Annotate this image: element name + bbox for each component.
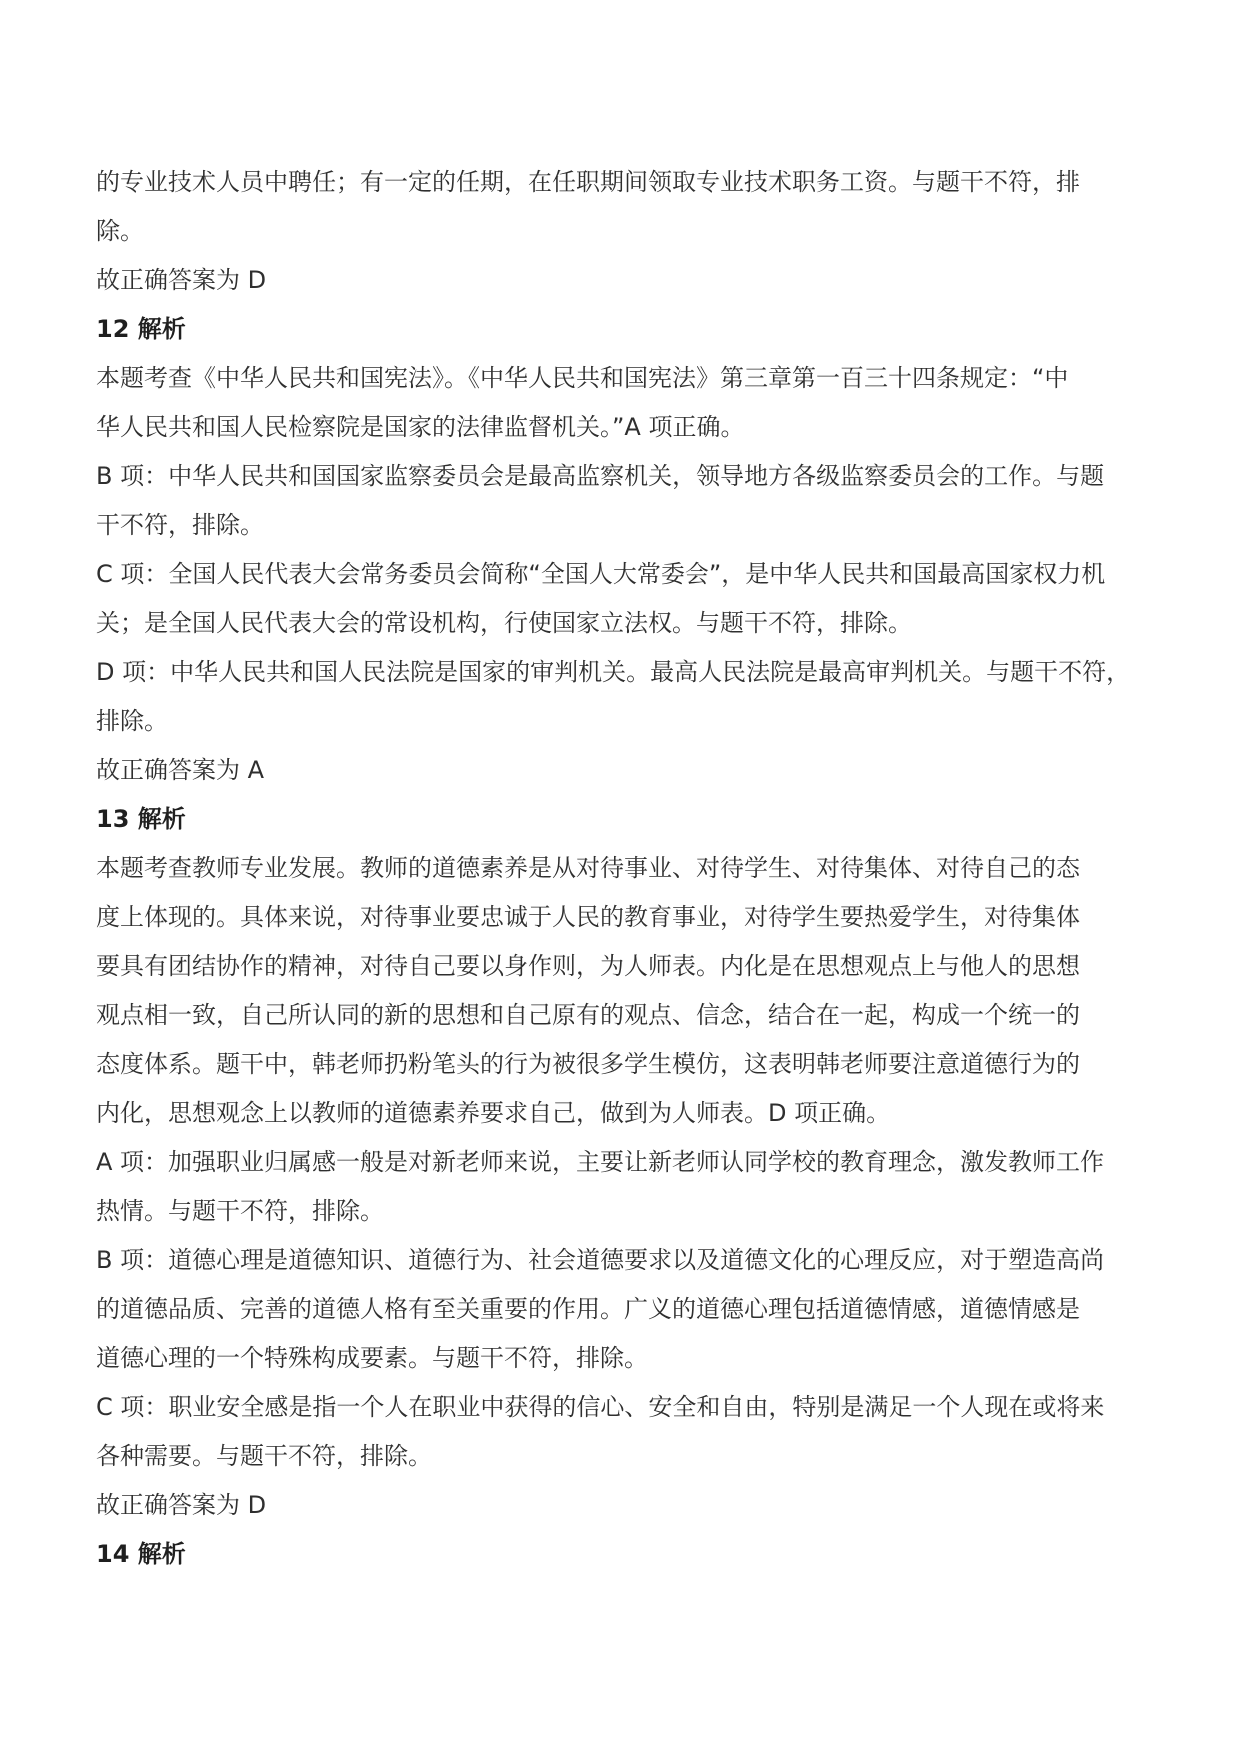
paragraph-line: 道德心理的一个特殊构成要素。与题干不符，排除。 <box>96 1344 648 1372</box>
paragraph-line: A 项：加强职业归属感一般是对新老师来说，主要让新老师认同学校的教育理念，激发教师工作 <box>96 1148 1105 1176</box>
paragraph-line: 观点相一致，自己所认同的新的思想和自己原有的观点、信念，结合在一起，构成一个统一的 <box>96 1001 1080 1029</box>
paragraph-line: 本题考查《中华人民共和国宪法》。《中华人民共和国宪法》第三章第一百三十四条规定：“中 <box>96 364 1069 392</box>
paragraph-line: 本题考查教师专业发展。教师的道德素养是从对待事业、对待学生、对待集体、对待自己的态 <box>96 854 1080 882</box>
paragraph-line: 要具有团结协作的精神，对待自己要以身作则，为人师表。内化是在思想观点上与他人的思想 <box>96 952 1080 980</box>
paragraph-line: 度上体现的。具体来说，对待事业要忠诚于人民的教育事业，对待学生要热爱学生，对待集体 <box>96 903 1080 931</box>
paragraph-line: 态度体系。题干中，韩老师扔粉笔头的行为被很多学生模仿，这表明韩老师要注意道德行为的 <box>96 1050 1080 1078</box>
paragraph-line: 故正确答案为 D <box>96 266 267 294</box>
paragraph-line: 的专业技术人员中聘任；有一定的任期，在任职期间领取专业技术职务工资。与题干不符，排 <box>96 168 1080 196</box>
paragraph-line: 故正确答案为 A <box>96 756 265 784</box>
section-heading: 14 解析 <box>96 1540 186 1568</box>
paragraph-line: 华人民共和国人民检察院是国家的法律监督机关。”A 项正确。 <box>96 413 745 441</box>
paragraph-line: 各种需要。与题干不符，排除。 <box>96 1442 432 1470</box>
section-heading: 12 解析 <box>96 315 186 343</box>
paragraph-line: 干不符，排除。 <box>96 511 264 539</box>
paragraph-line: 热情。与题干不符，排除。 <box>96 1197 384 1225</box>
paragraph-line: 除。 <box>96 217 144 245</box>
paragraph-line: 排除。 <box>96 707 168 735</box>
paragraph-line: 内化，思想观念上以教师的道德素养要求自己，做到为人师表。D 项正确。 <box>96 1099 891 1127</box>
paragraph-line: B 项：道德心理是道德知识、道德行为、社会道德要求以及道德文化的心理反应，对于塑造高尚 <box>96 1246 1105 1274</box>
paragraph-line: B 项：中华人民共和国国家监察委员会是最高监察机关，领导地方各级监察委员会的工作。与题 <box>96 462 1105 490</box>
paragraph-line: 故正确答案为 D <box>96 1491 267 1519</box>
paragraph-line: 关；是全国人民代表大会的常设机构，行使国家立法权。与题干不符，排除。 <box>96 609 912 637</box>
document-body <box>96 158 1176 1579</box>
section-heading: 13 解析 <box>96 805 186 833</box>
paragraph-line: D 项：中华人民共和国人民法院是国家的审判机关。最高人民法院是最高审判机关。与题干不符， <box>96 658 1131 686</box>
paragraph-line: C 项：全国人民代表大会常务委员会简称“全国人大常委会”，是中华人民共和国最高国家权力机 <box>96 560 1106 588</box>
paragraph-line: C 项：职业安全感是指一个人在职业中获得的信心、安全和自由，特别是满足一个人现在或将来 <box>96 1393 1105 1421</box>
paragraph-line: 的道德品质、完善的道德人格有至关重要的作用。广义的道德心理包括道德情感，道德情感是 <box>96 1295 1080 1323</box>
